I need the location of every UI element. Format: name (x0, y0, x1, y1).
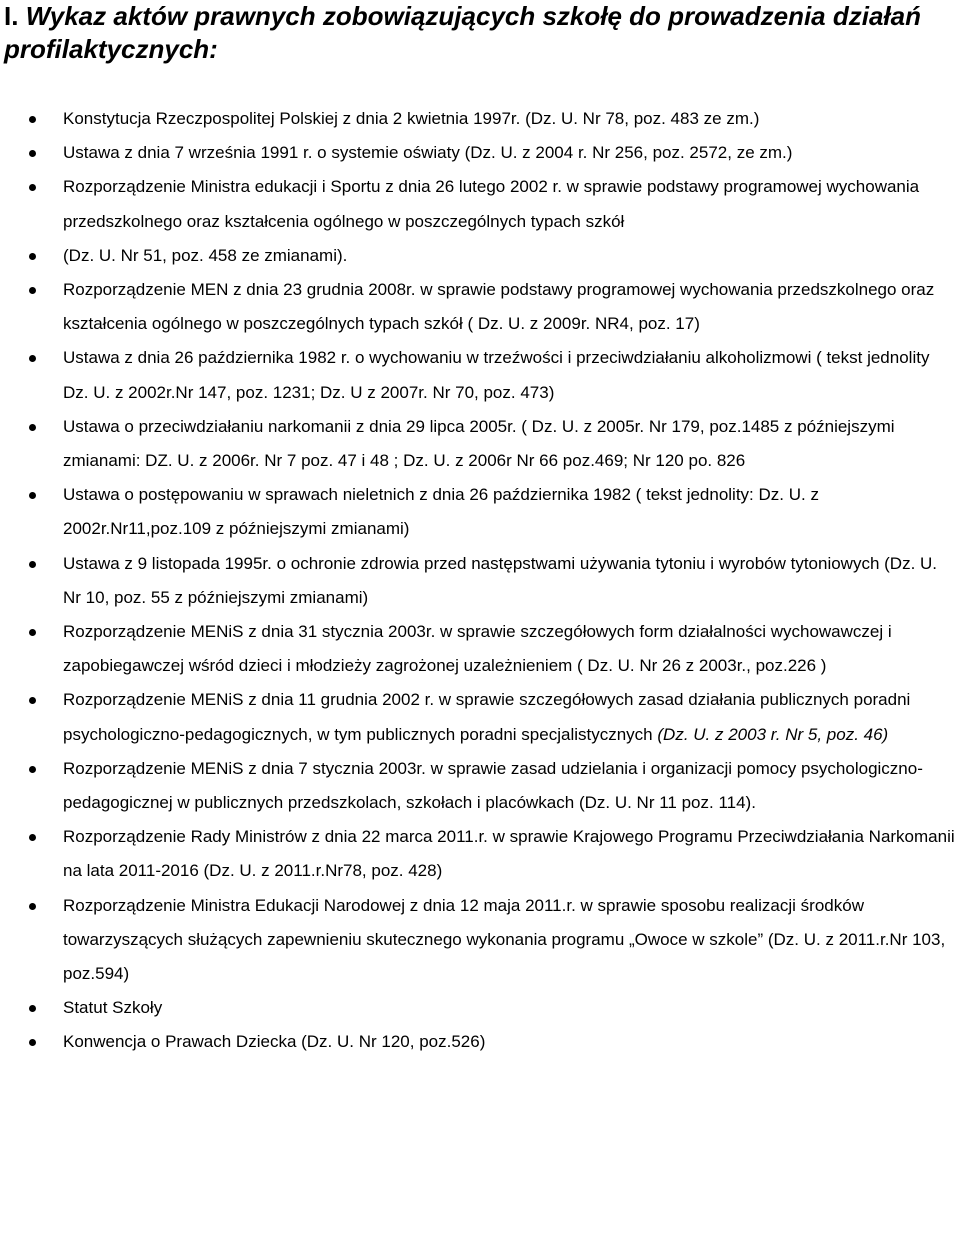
list-item (0, 273, 960, 341)
list-item (0, 820, 960, 888)
list-item (0, 752, 960, 820)
list-item (0, 683, 960, 751)
list-item-text: Ustawa o przeciwdziałaniu narkomanii z dnia 29 lipca 2005r. ( Dz. U. z 2005r. Nr 179, poz.1485 z późniejszymi zmianami: DZ. U. z 2006r. Nr 7 poz. 47 i 48 ; Dz. U. z 2006r Nr 66 poz.469; Nr 120 po. 826 (63, 416, 895, 471)
legal-acts-list (0, 102, 960, 1060)
heading-number: I. (4, 1, 19, 31)
list-item (0, 615, 960, 683)
list-item (0, 170, 960, 238)
list-item-text: Rozporządzenie Rady Ministrów z dnia 22 marca 2011.r. w sprawie Krajowego Programu Przeciwdziałania Narkomanii na lata 2011-2016 (Dz. U. z 2011.r.Nr78, poz. 428) (63, 827, 955, 881)
list-item-text: Rozporządzenie MENiS z dnia 31 stycznia 2003r. w sprawie szczegółowych form działalności wychowawczej i zapobiegawczej wśród dzieci i młodzieży zagrożonej uzależnieniem ( Dz. U. Nr 26 z 2003r., poz.226 ) (63, 622, 892, 676)
list-item (0, 478, 960, 546)
list-item-text: Konstytucja Rzeczpospolitej Polskiej z dnia 2 kwietnia 1997r. (Dz. U. Nr 78, poz. 483 ze zm.) (63, 109, 760, 128)
list-item-text: Ustawa z dnia 7 września 1991 r. o systemie oświaty (Dz. U. z 2004 r. Nr 256, poz. 2572, ze zm.) (63, 143, 793, 163)
list-item-text: Ustawa z dnia 26 października 1982 r. o wychowaniu w trzeźwości i przeciwdziałaniu alkoholizmowi ( tekst jednolity Dz. U. z 2002r.Nr 147, poz. 1231; Dz. U z 2007r. Nr 70, poz. 473) (63, 348, 930, 402)
list-item-text: Rozporządzenie Ministra Edukacji Narodowej z dnia 12 maja 2011.r. w sprawie sposobu realizacji środków towarzyszących służących zapewnieniu skutecznego wykonania programu „Owoce w szkole” (Dz. U. z 2011.r.Nr 103, poz.594) (63, 895, 946, 984)
heading-title: Wykaz aktów prawnych zobowiązujących szkołę do prowadzenia działań profilaktycznych: (4, 1, 921, 64)
list-item-text: (Dz. U. Nr 51, poz. 458 ze zmianami). (63, 245, 348, 265)
list-item-text: Rozporządzenie MEN z dnia 23 grudnia 2008r. w sprawie podstawy programowej wychowania przedszkolnego oraz kształcenia ogólnego w poszczególnych typach szkół ( Dz. U. z 2009r. NR4, poz. 17) (63, 280, 935, 334)
list-item-text: Konwencja o Prawach Dziecka (Dz. U. Nr 120, poz.526) (63, 1032, 486, 1052)
list-item (0, 991, 960, 1025)
list-item-text: Ustawa o postępowaniu w sprawach nieletnich z dnia 26 października 1982 ( tekst jednolity: Dz. U. z 2002r.Nr11,poz.109 z późniejszymi zmianami) (63, 485, 819, 539)
list-item-text: Rozporządzenie Ministra edukacji i Sportu z dnia 26 lutego 2002 r. w sprawie podstawy programowej wychowania przedszkolnego oraz kształcenia ogólnego w poszczególnych typach szkół (63, 177, 920, 231)
list-item (0, 239, 960, 273)
list-item-text: Rozporządzenie MENiS z dnia 11 grudnia 2002 r. w sprawie szczegółowych zasad działania publicznych poradni psychologiczno-pedagogicznych, w tym publicznych poradni specjalistycznych (63, 690, 911, 744)
list-item (0, 547, 960, 615)
list-item (0, 410, 960, 478)
list-item (0, 102, 960, 136)
list-item (0, 136, 960, 170)
list-item-text: Rozporządzenie MENiS z dnia 7 stycznia 2003r. w sprawie zasad udzielania i organizacji pomocy psychologiczno-pedagogicznej w publicznych przedszkolach, szkołach i placówkach (Dz. U. Nr 11 poz. 114). (63, 758, 923, 813)
list-item-text: Statut Szkoły (63, 998, 163, 1018)
list-item (0, 1025, 960, 1059)
list-item-text: Ustawa z 9 listopada 1995r. o ochronie zdrowia przed następstwami używania tytoniu i wyrobów tytoniowych (Dz. U. Nr 10, poz. 55 z późniejszymi zmianami) (63, 553, 938, 607)
list-item (0, 341, 960, 409)
list-item-citation: (Dz. U. z 2003 r. Nr 5, poz. 46) (657, 724, 889, 744)
list-item (0, 889, 960, 992)
page-heading (4, 0, 954, 66)
